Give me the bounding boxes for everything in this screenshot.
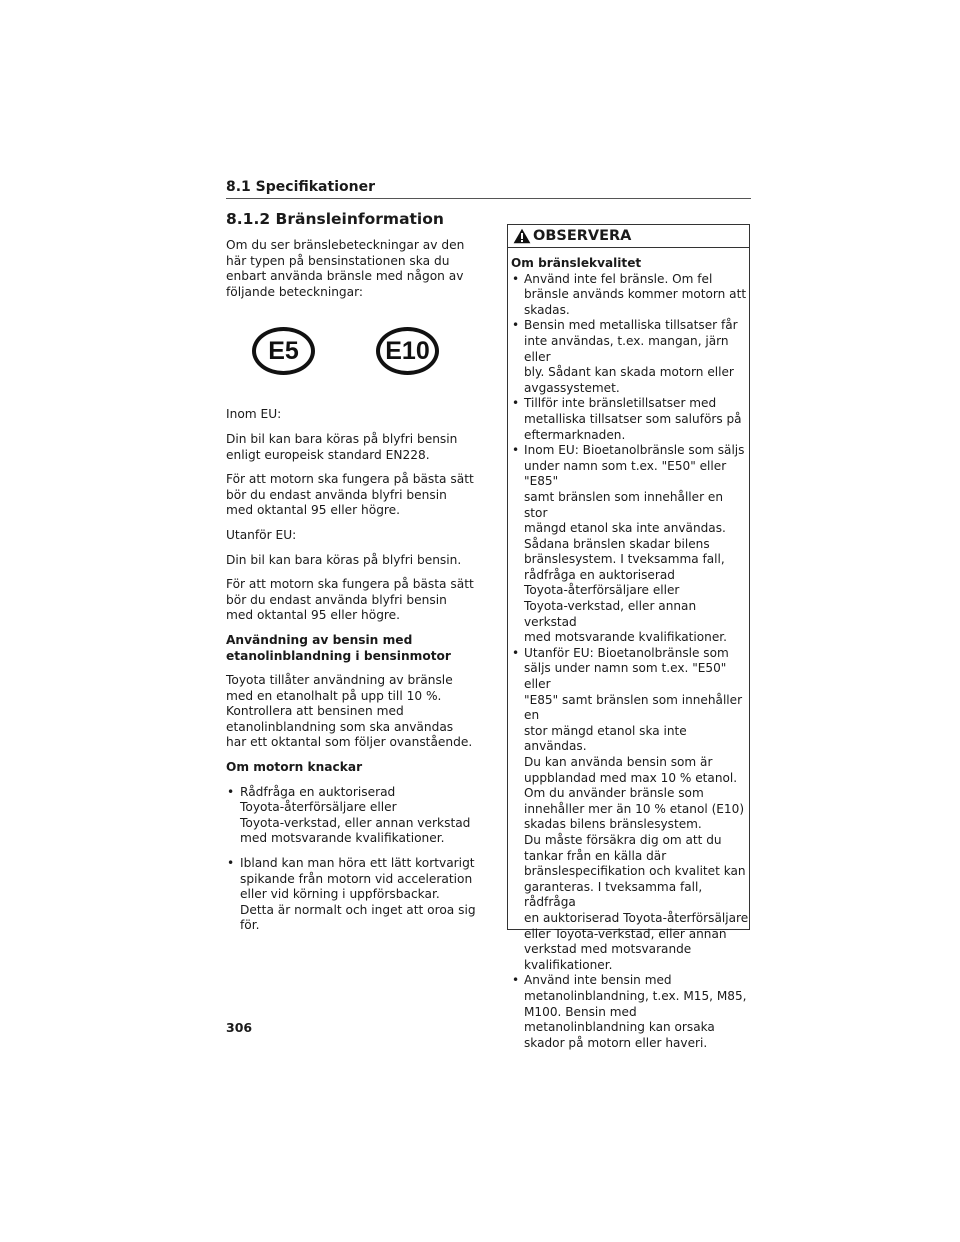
notice-title: OBSERVERA [533, 228, 632, 244]
notice-item: • Bensin med metalliska tillsatser får inte användas, t.ex. mangan, järn eller bly. Sådant kan skada motorn eller avgassystemet. [511, 318, 749, 396]
notice-item: • Använd inte fel bränsle. Om fel bränsle används kommer motorn att skadas. [511, 272, 749, 319]
warning-triangle-icon [513, 228, 531, 244]
notice-body [508, 248, 749, 1051]
ethanol-heading: Användning av bensin med etanolinblandning i bensinmotor [226, 632, 451, 663]
ethanol-paragraph: Toyota tillåter användning av bränsle med en etanolhalt på upp till 10 %. Kontrollera att bensinen med etanolinblandning som ska användas har ett oktantal som följer ovanstående. [226, 673, 473, 750]
inom-eu-text-2: För att motorn ska fungera på bästa sätt bör du endast använda blyfri bensin med oktantal 95 eller högre. [226, 472, 474, 518]
notice-subhead: Om bränslekvalitet [511, 256, 642, 270]
left-column [226, 238, 476, 943]
fuel-badge-e5: E5 [252, 327, 315, 375]
section-title: 8.1 Specifikationer [226, 179, 375, 195]
knock-list [226, 785, 476, 934]
notice-header [508, 225, 749, 248]
knock-heading: Om motorn knackar [226, 760, 363, 775]
section-divider [226, 198, 751, 199]
fuel-badges [226, 309, 476, 399]
utanfor-eu-text-1: Din bil kan bara köras på blyfri bensin. [226, 552, 462, 567]
notice-item: • Utanför EU: Bioetanolbränsle som säljs under namn som t.ex. "E50" eller "E85" samt bränslen som innehåller en stor mängd etanol ska inte användas. Du kan använda bensin som är uppblandad med max 10 % etanol. Om du använder bränsle som innehåller mer än 10 % etanol (E10) skadas bilens bränslesystem. Du måste försäkra dig om att du tankar från en källa där bränslespecifikation och kvalitet kan garanteras. I tveksamma fall, rådfråga en auktoriserad Toyota-återförsäljare eller Toyota-verkstad, eller annan verkstad med motsvarande kvalifikationer. [511, 646, 749, 973]
fuel-badge-e10: E10 [376, 327, 439, 375]
knock-item: • Ibland kan man höra ett lätt kortvarigt spikande från motorn vid acceleration eller vid körning i uppförsbackar. Detta är normalt och inget att oroa sig för. [226, 856, 476, 934]
knock-item: • Rådfråga en auktoriserad Toyota-återförsäljare eller Toyota-verkstad, eller annan verkstad med motsvarande kvalifikationer. [226, 785, 476, 847]
page-heading: 8.1.2 Bränsleinformation [226, 210, 444, 228]
notice-item: • Inom EU: Bioetanolbränsle som säljs under namn som t.ex. "E50" eller "E85" samt bränslen som innehåller en stor mängd etanol ska inte användas. Sådana bränslen skadar bilens bränslesystem. I tveksamma fall, rådfråga en auktoriserad Toyota-återförsäljare eller Toyota-verkstad, eller annan verkstad med motsvarande kvalifikationer. [511, 443, 749, 646]
notice-item: • Använd inte bensin med metanolinblandning, t.ex. M15, M85, M100. Bensin med metanolinblandning kan orsaka skador på motorn eller haveri. [511, 973, 749, 1051]
utanfor-eu-text-2: För att motorn ska fungera på bästa sätt bör du endast använda blyfri bensin med oktantal 95 eller högre. [226, 577, 474, 623]
notice-list [511, 272, 749, 1052]
utanfor-eu-label: Utanför EU: [226, 527, 297, 542]
inom-eu-text-1: Din bil kan bara köras på blyfri bensin enligt europeisk standard EN228. [226, 431, 458, 462]
page-number: 306 [226, 1020, 253, 1035]
intro-paragraph: Om du ser bränslebeteckningar av den här typen på bensinstationen ska du enbart använda bränsle med någon av följande beteckningar: [226, 238, 465, 299]
notice-item: • Tillför inte bränsletillsatser med metalliska tillsatser som saluförs på eftermarknaden. [511, 396, 749, 443]
notice-box [507, 224, 750, 1050]
inom-eu-label: Inom EU: [226, 407, 282, 422]
